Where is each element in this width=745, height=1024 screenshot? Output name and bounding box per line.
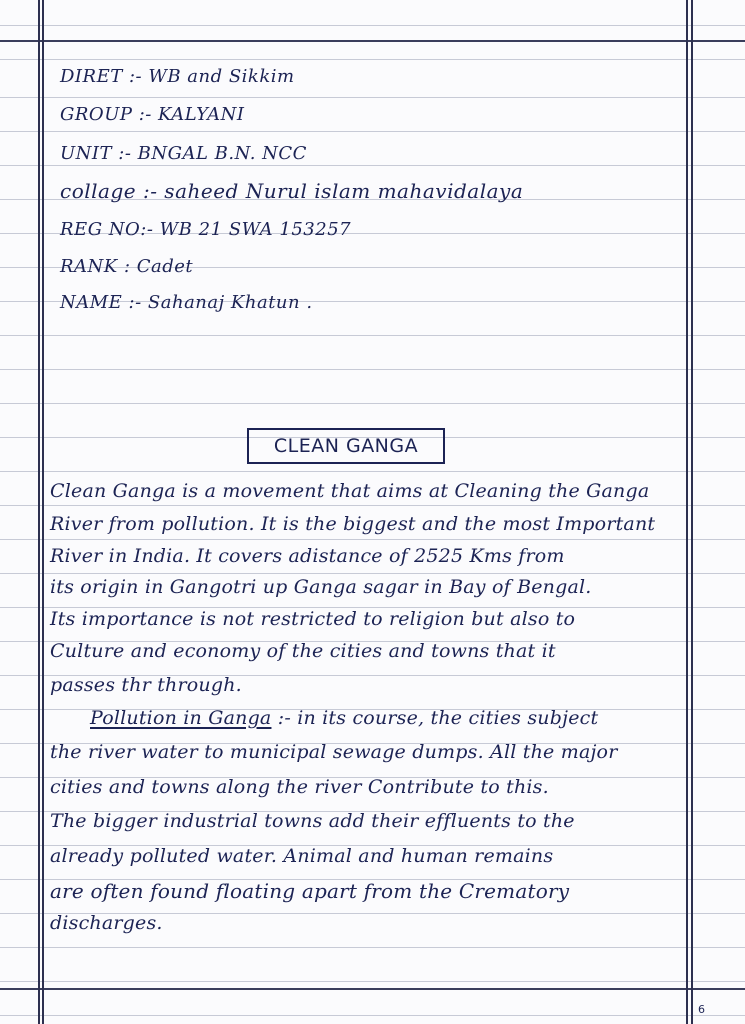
pollution-line: already polluted water. Animal and human remains <box>50 845 554 867</box>
info-name: NAME :- Sahanaj Khatun . <box>60 292 313 313</box>
left-margin-line-inner <box>42 0 44 1024</box>
body-line: Its importance is not restricted to religion but also to <box>50 608 576 630</box>
pollution-first-line <box>90 707 598 729</box>
pollution-line: cities and towns along the river Contribute to this. <box>50 776 549 798</box>
pollution-heading: Pollution in Ganga <box>90 707 272 729</box>
page-number: 6 <box>698 1003 705 1016</box>
pollution-line: discharges. <box>50 912 163 934</box>
left-margin-line <box>38 0 40 1024</box>
pollution-line: the river water to municipal sewage dumps. All the major <box>50 741 618 763</box>
title-box <box>247 428 445 464</box>
info-group: GROUP :- KALYANI <box>60 104 245 125</box>
body-line: Clean Ganga is a movement that aims at Cleaning the Ganga <box>50 480 650 502</box>
right-margin-line <box>686 0 688 1024</box>
essay-title: CLEAN GANGA <box>273 435 419 457</box>
pollution-separator: :- <box>277 707 291 729</box>
pollution-line: are often found floating apart from the Crematory <box>50 879 570 903</box>
bottom-rule <box>0 988 745 990</box>
pollution-line: The bigger industrial towns add their effluents to the <box>50 810 575 832</box>
info-college: collage :- saheed Nurul islam mahavidalaya <box>60 179 524 203</box>
info-directorate: DIRET :- WB and Sikkim <box>60 66 295 87</box>
body-line: River in India. It covers adistance of 2525 Kms from <box>50 545 565 567</box>
pollution-first-line-text: in its course, the cities subject <box>297 707 599 729</box>
info-rank: RANK : Cadet <box>60 256 194 277</box>
top-rule <box>0 40 745 42</box>
body-line: passes thr through. <box>50 674 242 696</box>
info-reg-no: REG NO:- WB 21 SWA 153257 <box>60 219 352 240</box>
right-margin-line-outer <box>691 0 693 1024</box>
body-line: its origin in Gangotri up Ganga sagar in Bay of Bengal. <box>50 576 592 598</box>
body-line: Culture and economy of the cities and towns that it <box>50 640 556 662</box>
info-unit: UNIT :- BNGAL B.N. NCC <box>60 143 307 164</box>
body-line: River from pollution. It is the biggest and the most Important <box>50 513 656 535</box>
